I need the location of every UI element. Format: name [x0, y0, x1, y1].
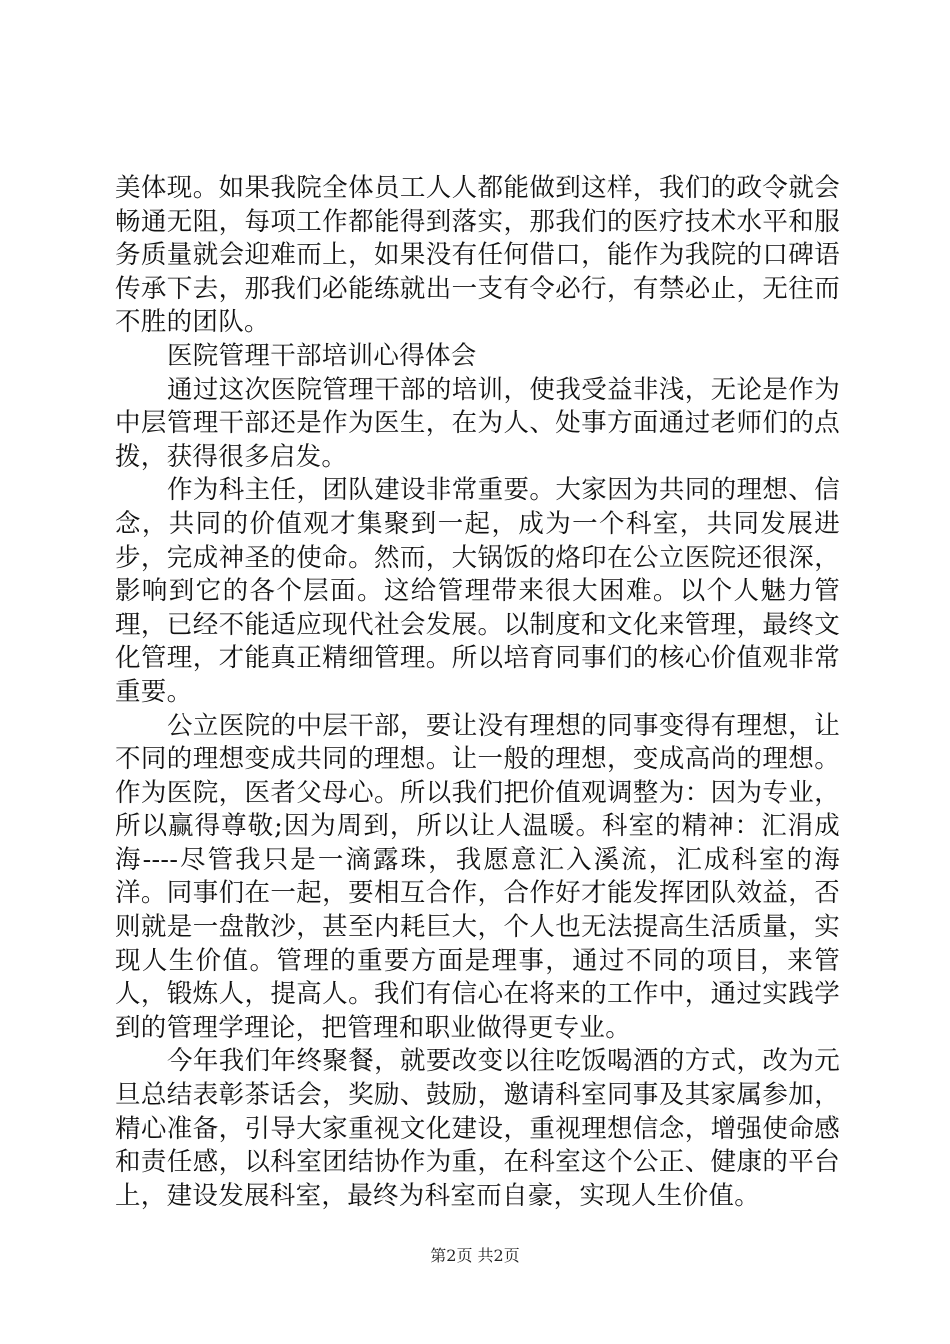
paragraph: 公立医院的中层干部，要让没有理想的同事变得有理想，让不同的理想变成共同的理想。让一般的理想，变成高尚的理想。作为医院，医者父母心。所以我们把价值观调整为：因为专业，所以赢得尊敬;因为周到，所以让人温暖。科室的精神：汇涓成海----尽管我只是一滴露珠，我愿意汇入溪流，汇成科室的海洋。同事们在一起，要相互合作，合作好才能发挥团队效益，否则就是一盘散沙，甚至内耗巨大，个人也无法提高生活质量，实现人生价值。管理的重要方面是理事，通过不同的项目，来管人，锻炼人，提高人。我们有信心在将来的工作中，通过实践学到的管理学理论，把管理和职业做得更专业。 [115, 710, 840, 1043]
paragraph: 通过这次医院管理干部的培训，使我受益非浅，无论是作为中层管理干部还是作为医生，在为人、处事方面通过老师们的点拨，获得很多启发。 [115, 374, 840, 472]
paragraph-continuation: 美体现。如果我院全体员工人人都能做到这样，我们的政令就会畅通无阻，每项工作都能得到落实，那我们的医疗技术水平和服务质量就会迎难而上，如果没有任何借口，能作为我院的口碑语传承下去，那我们必能练就出一支有令必行，有禁必止，无往而不胜的团队。 [115, 173, 840, 338]
paragraph: 今年我们年终聚餐，就要改变以往吃饭喝酒的方式，改为元旦总结表彰茶话会，奖励、鼓励，邀请科室同事及其家属参加，精心准备，引导大家重视文化建设，重视理想信念，增强使命感和责任感，以科室团结协作为重，在科室这个公正、健康的平台上，建设发展科室，最终为科室而自豪，实现人生价值。 [115, 1046, 840, 1211]
paragraph: 作为科主任，团队建设非常重要。大家因为共同的理想、信念，共同的价值观才集聚到一起，成为一个科室，共同发展进步，完成神圣的使命。然而，大锅饭的烙印在公立医院还很深，影响到它的各个层面。这给管理带来很大困难。以个人魅力管理，已经不能适应现代社会发展。以制度和文化来管理，最终文化管理，才能真正精细管理。所以培育同事们的核心价值观非常重要。 [115, 475, 840, 707]
document-body [115, 172, 840, 1213]
page-footer: 第2页 共2页 [430, 1246, 520, 1265]
section-title: 医院管理干部培训心得体会 [167, 340, 477, 371]
